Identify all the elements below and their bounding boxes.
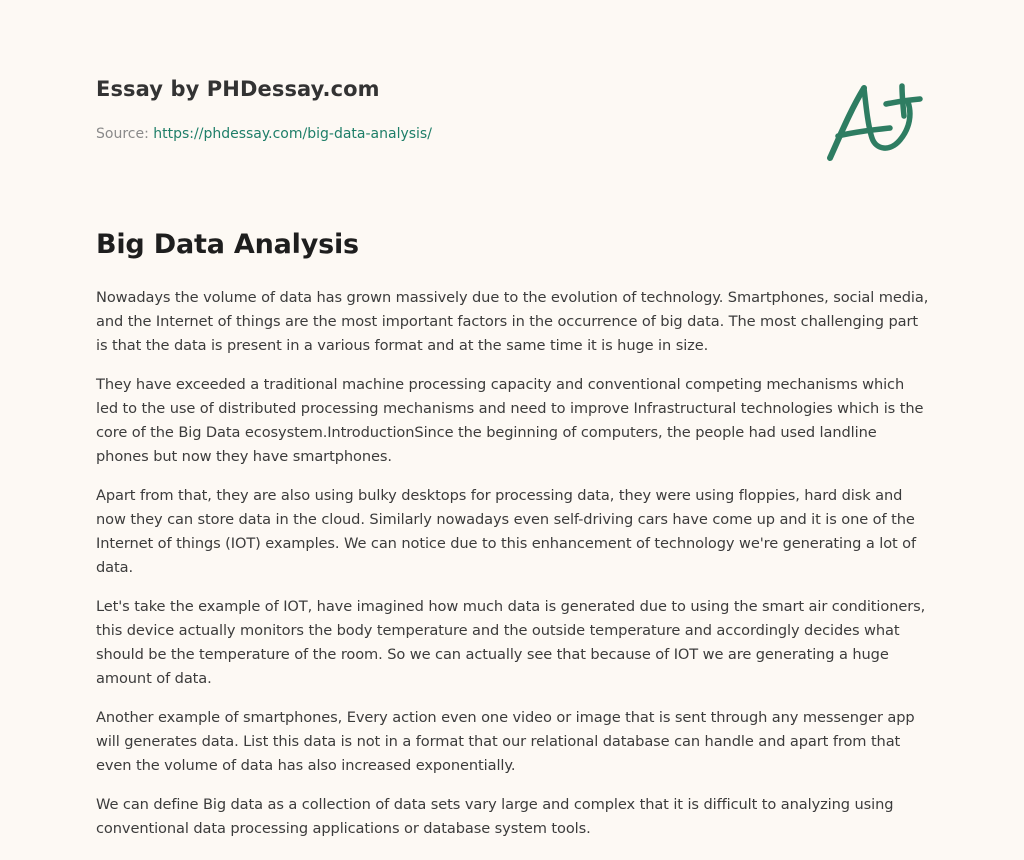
article-paragraph: Let's take the example of IOT, have imagined how much data is generated due to using the smart air conditioners, this device actually monitors the body temperature and the outside temperature and accordingly decides what should be the temperature of the room. So we can actually see that because of IOT we are generating a huge amount of data.	[96, 598, 926, 687]
site-title: Essay by PHDessay.com	[96, 77, 380, 101]
article-paragraph: Nowadays the volume of data has grown massively due to the evolution of technology. Smartphones, social media, and the Internet of things are the most important factors in the occurrence of big data. The most challenging part is that the data is present in a various format and at the same time it is huge in size.	[96, 289, 929, 354]
a-plus-grade-icon	[820, 66, 930, 166]
article-paragraph: We can define Big data as a collection of data sets vary large and complex that it is difficult to analyzing using conventional data processing applications or database system tools.	[96, 796, 894, 837]
article-paragraph: Apart from that, they are also using bulky desktops for processing data, they were using floppies, hard disk and now they can store data in the cloud. Similarly nowadays even self-driving cars have come up and it is one of the Internet of things (IOT) examples. We can notice due to this enhancement of technology we're generating a lot of data.	[96, 487, 917, 576]
source-line	[96, 124, 432, 144]
page-header	[96, 74, 926, 142]
article	[96, 226, 930, 856]
source-label: Source:	[96, 126, 154, 142]
article-paragraph: They have exceeded a traditional machine processing capacity and conventional competing mechanisms which led to the use of distributed processing mechanisms and need to improve Infrastructural technologies which is the core of the Big Data ecosystem.IntroductionSince the beginning of computers, the people had used landline phones but now they have smartphones.	[96, 376, 924, 465]
source-link[interactable]: https://phdessay.com/big-data-analysis/	[153, 126, 432, 142]
article-paragraph: Another example of smartphones, Every action even one video or image that is sent through any messenger app will generates data. List this data is not in a format that our relational database can handle and apart from that even the volume of data has also increased exponentially.	[96, 709, 915, 774]
article-title: Big Data Analysis	[96, 229, 359, 260]
